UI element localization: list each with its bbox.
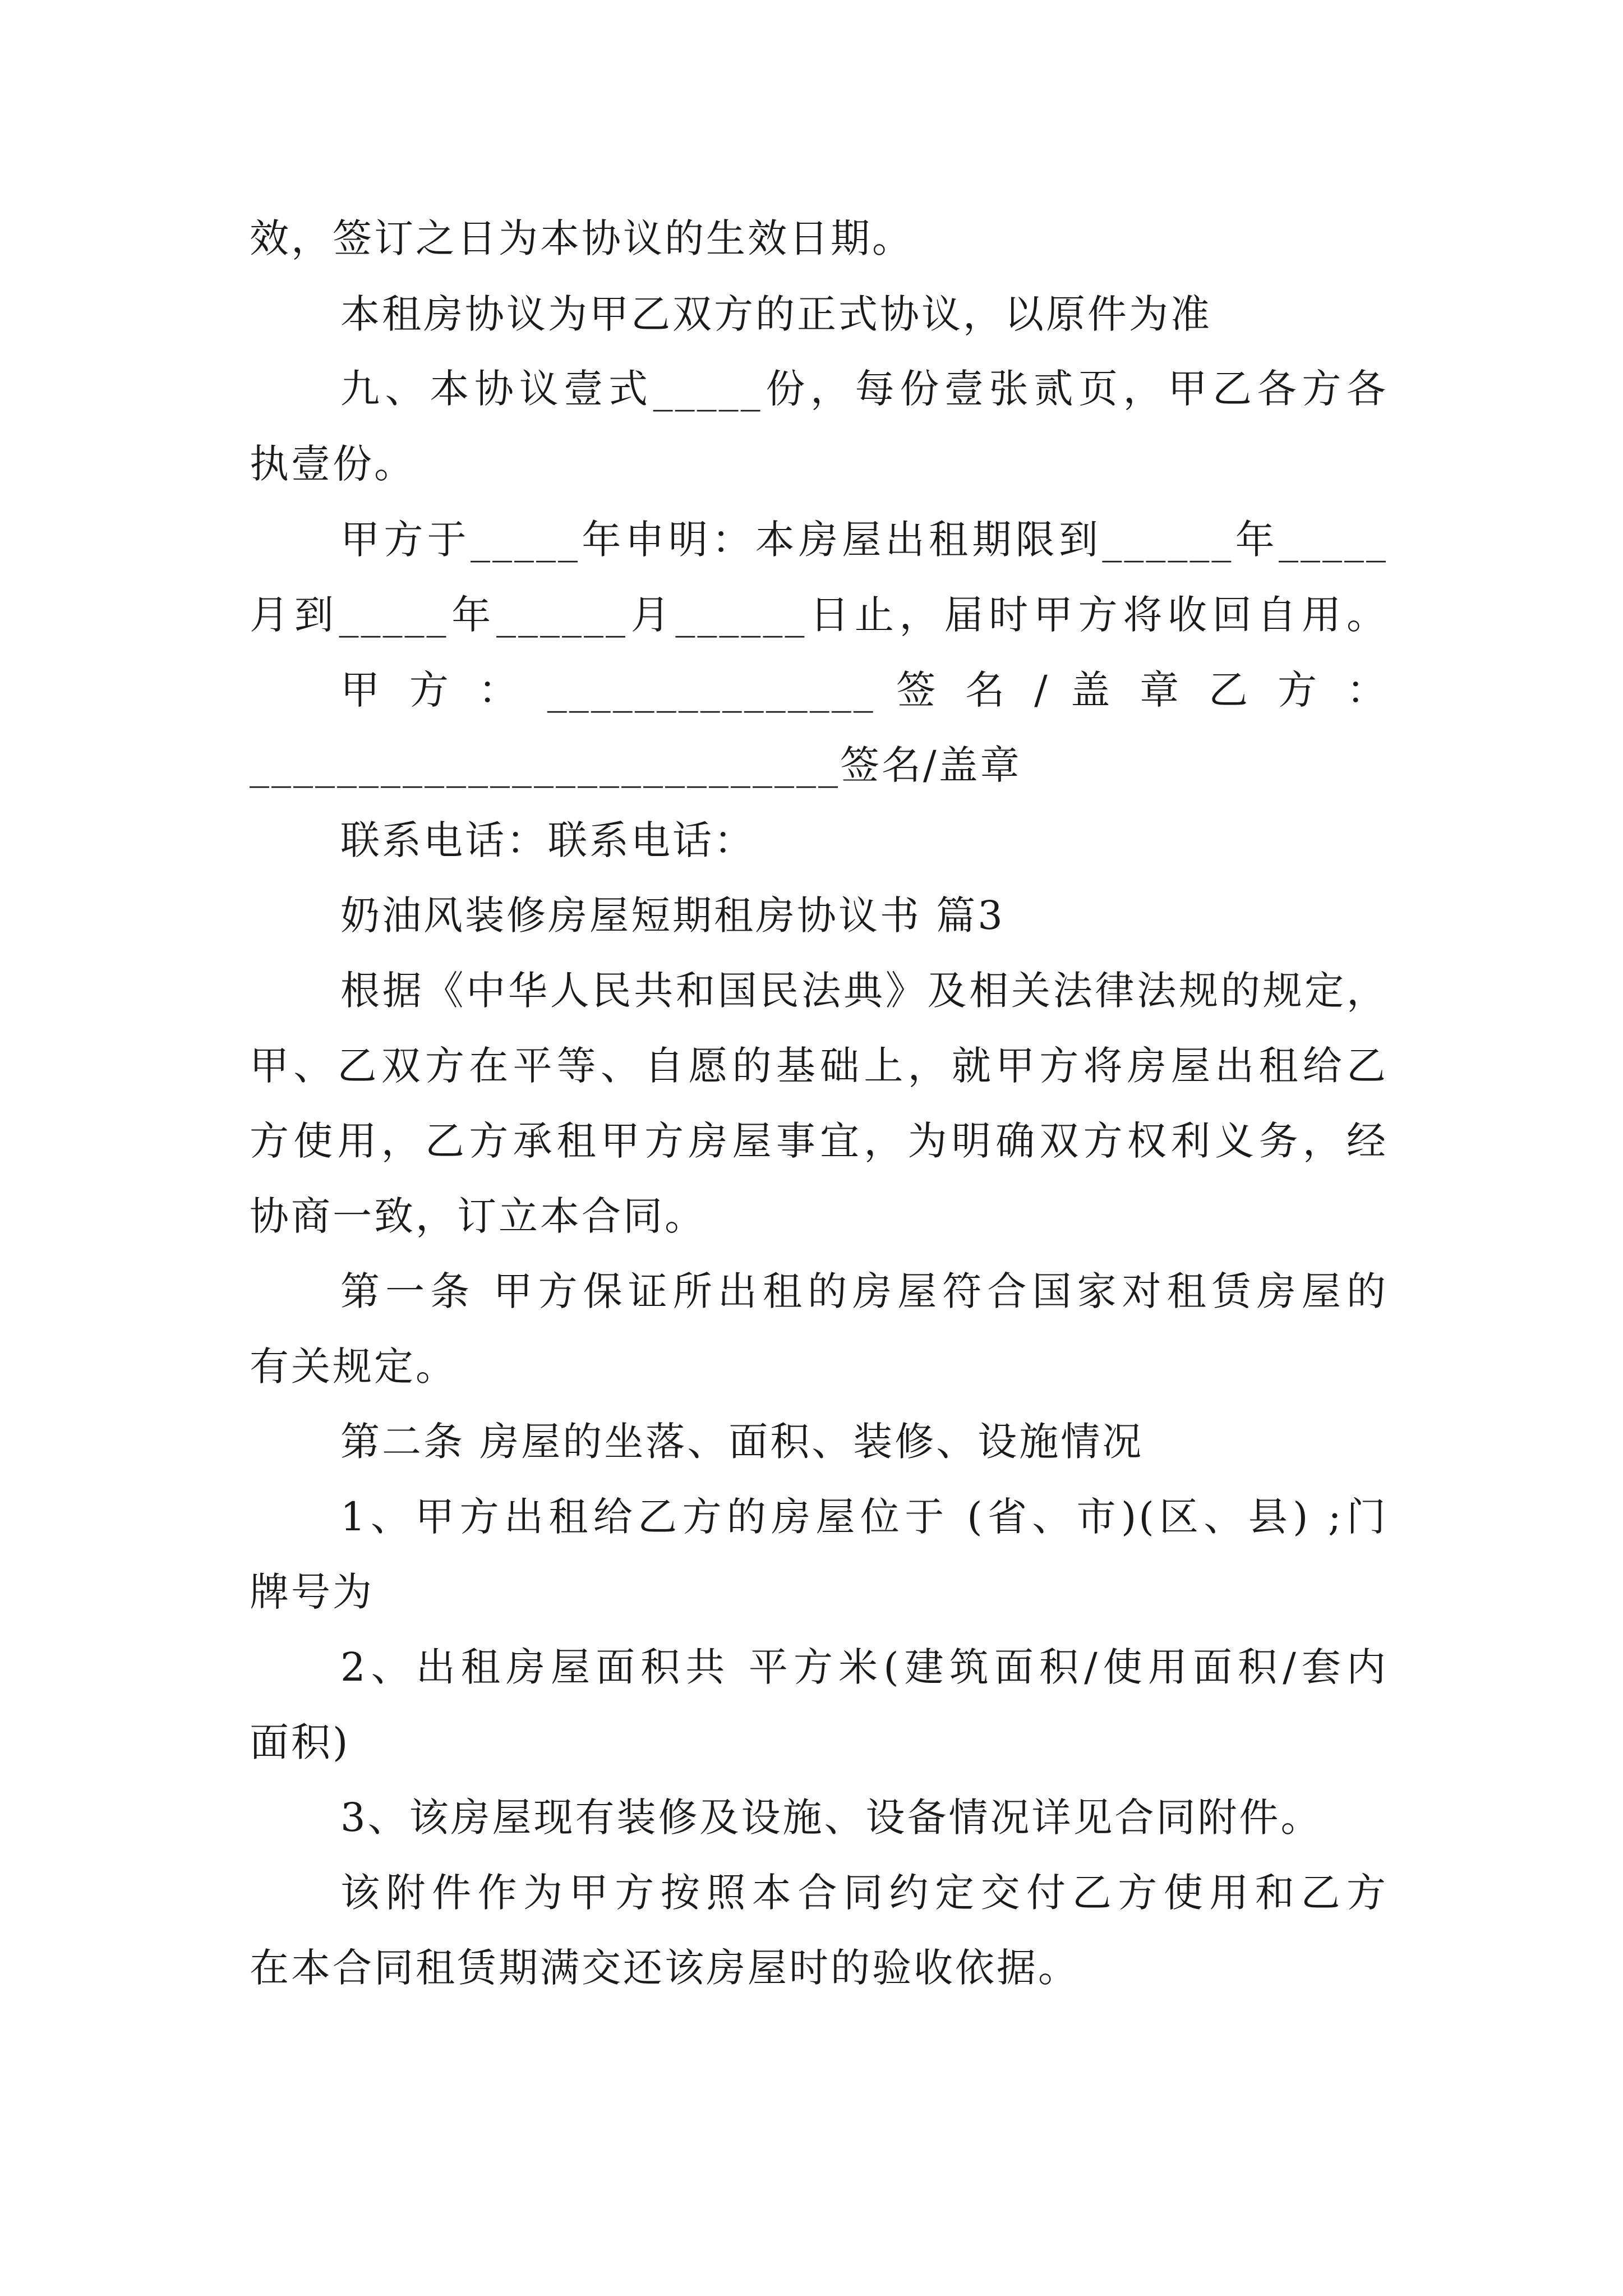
clause-3-line: 3、该房屋现有装修及设施、设备情况详见合同附件。: [340, 1795, 1322, 1841]
text-line-14: 协商一致，订立本合同。: [250, 1193, 706, 1239]
text-line-1: 效，签订之日为本协议的生效日期。: [250, 215, 914, 261]
article-1-line: 第一条 甲方保证所出租的房屋符合国家对租赁房屋的: [340, 1268, 1388, 1314]
text-line-6: 月到_____年______月______日止，届时甲方将收回自用。: [250, 592, 1388, 638]
section-heading: 奶油风装修房屋短期租房协议书 篇3: [340, 892, 1005, 938]
clause-2-line: 2、出租房屋面积共 平方米(建筑面积/使用面积/套内: [340, 1644, 1388, 1690]
text-line-24: 在本合同租赁期满交还该房屋时的验收依据。: [250, 1945, 1080, 1991]
contact-phone-line: 联系电话：联系电话：: [340, 817, 755, 863]
text-line-23: 该附件作为甲方按照本合同约定交付乙方使用和乙方: [340, 1870, 1388, 1916]
text-line-19: 牌号为: [250, 1569, 374, 1615]
text-line-12: 甲、乙双方在平等、自愿的基础上，就甲方将房屋出租给乙: [250, 1043, 1388, 1089]
text-line-11: 根据《中华人民共和国民法典》及相关法律法规的规定，: [340, 968, 1388, 1014]
text-line-13: 方使用，乙方承租甲方房屋事宜，为明确双方权利义务，经: [250, 1118, 1388, 1164]
signature-line-party-b: ___________________________签名/盖章: [250, 742, 1022, 788]
text-line-5: 甲方于_____年申明：本房屋出租期限到______年_____: [340, 517, 1388, 563]
clause-1-line: 1、甲方出租给乙方的房屋位于 (省、市)(区、县) ;门: [340, 1494, 1388, 1540]
text-line-21: 面积): [250, 1719, 351, 1765]
text-line-3: 九、本协议壹式_____份，每份壹张贰页，甲乙各方各: [340, 366, 1388, 412]
article-2-line: 第二条 房屋的坐落、面积、装修、设施情况: [340, 1419, 1144, 1465]
text-line-2: 本租房协议为甲乙双方的正式协议，以原件为准: [340, 291, 1212, 337]
text-line-4: 执壹份。: [250, 441, 416, 487]
signature-line-party-a: 甲 方 ： _______________ 签 名 / 盖 章 乙 方 ：: [340, 667, 1388, 713]
text-line-16: 有关规定。: [250, 1343, 457, 1389]
